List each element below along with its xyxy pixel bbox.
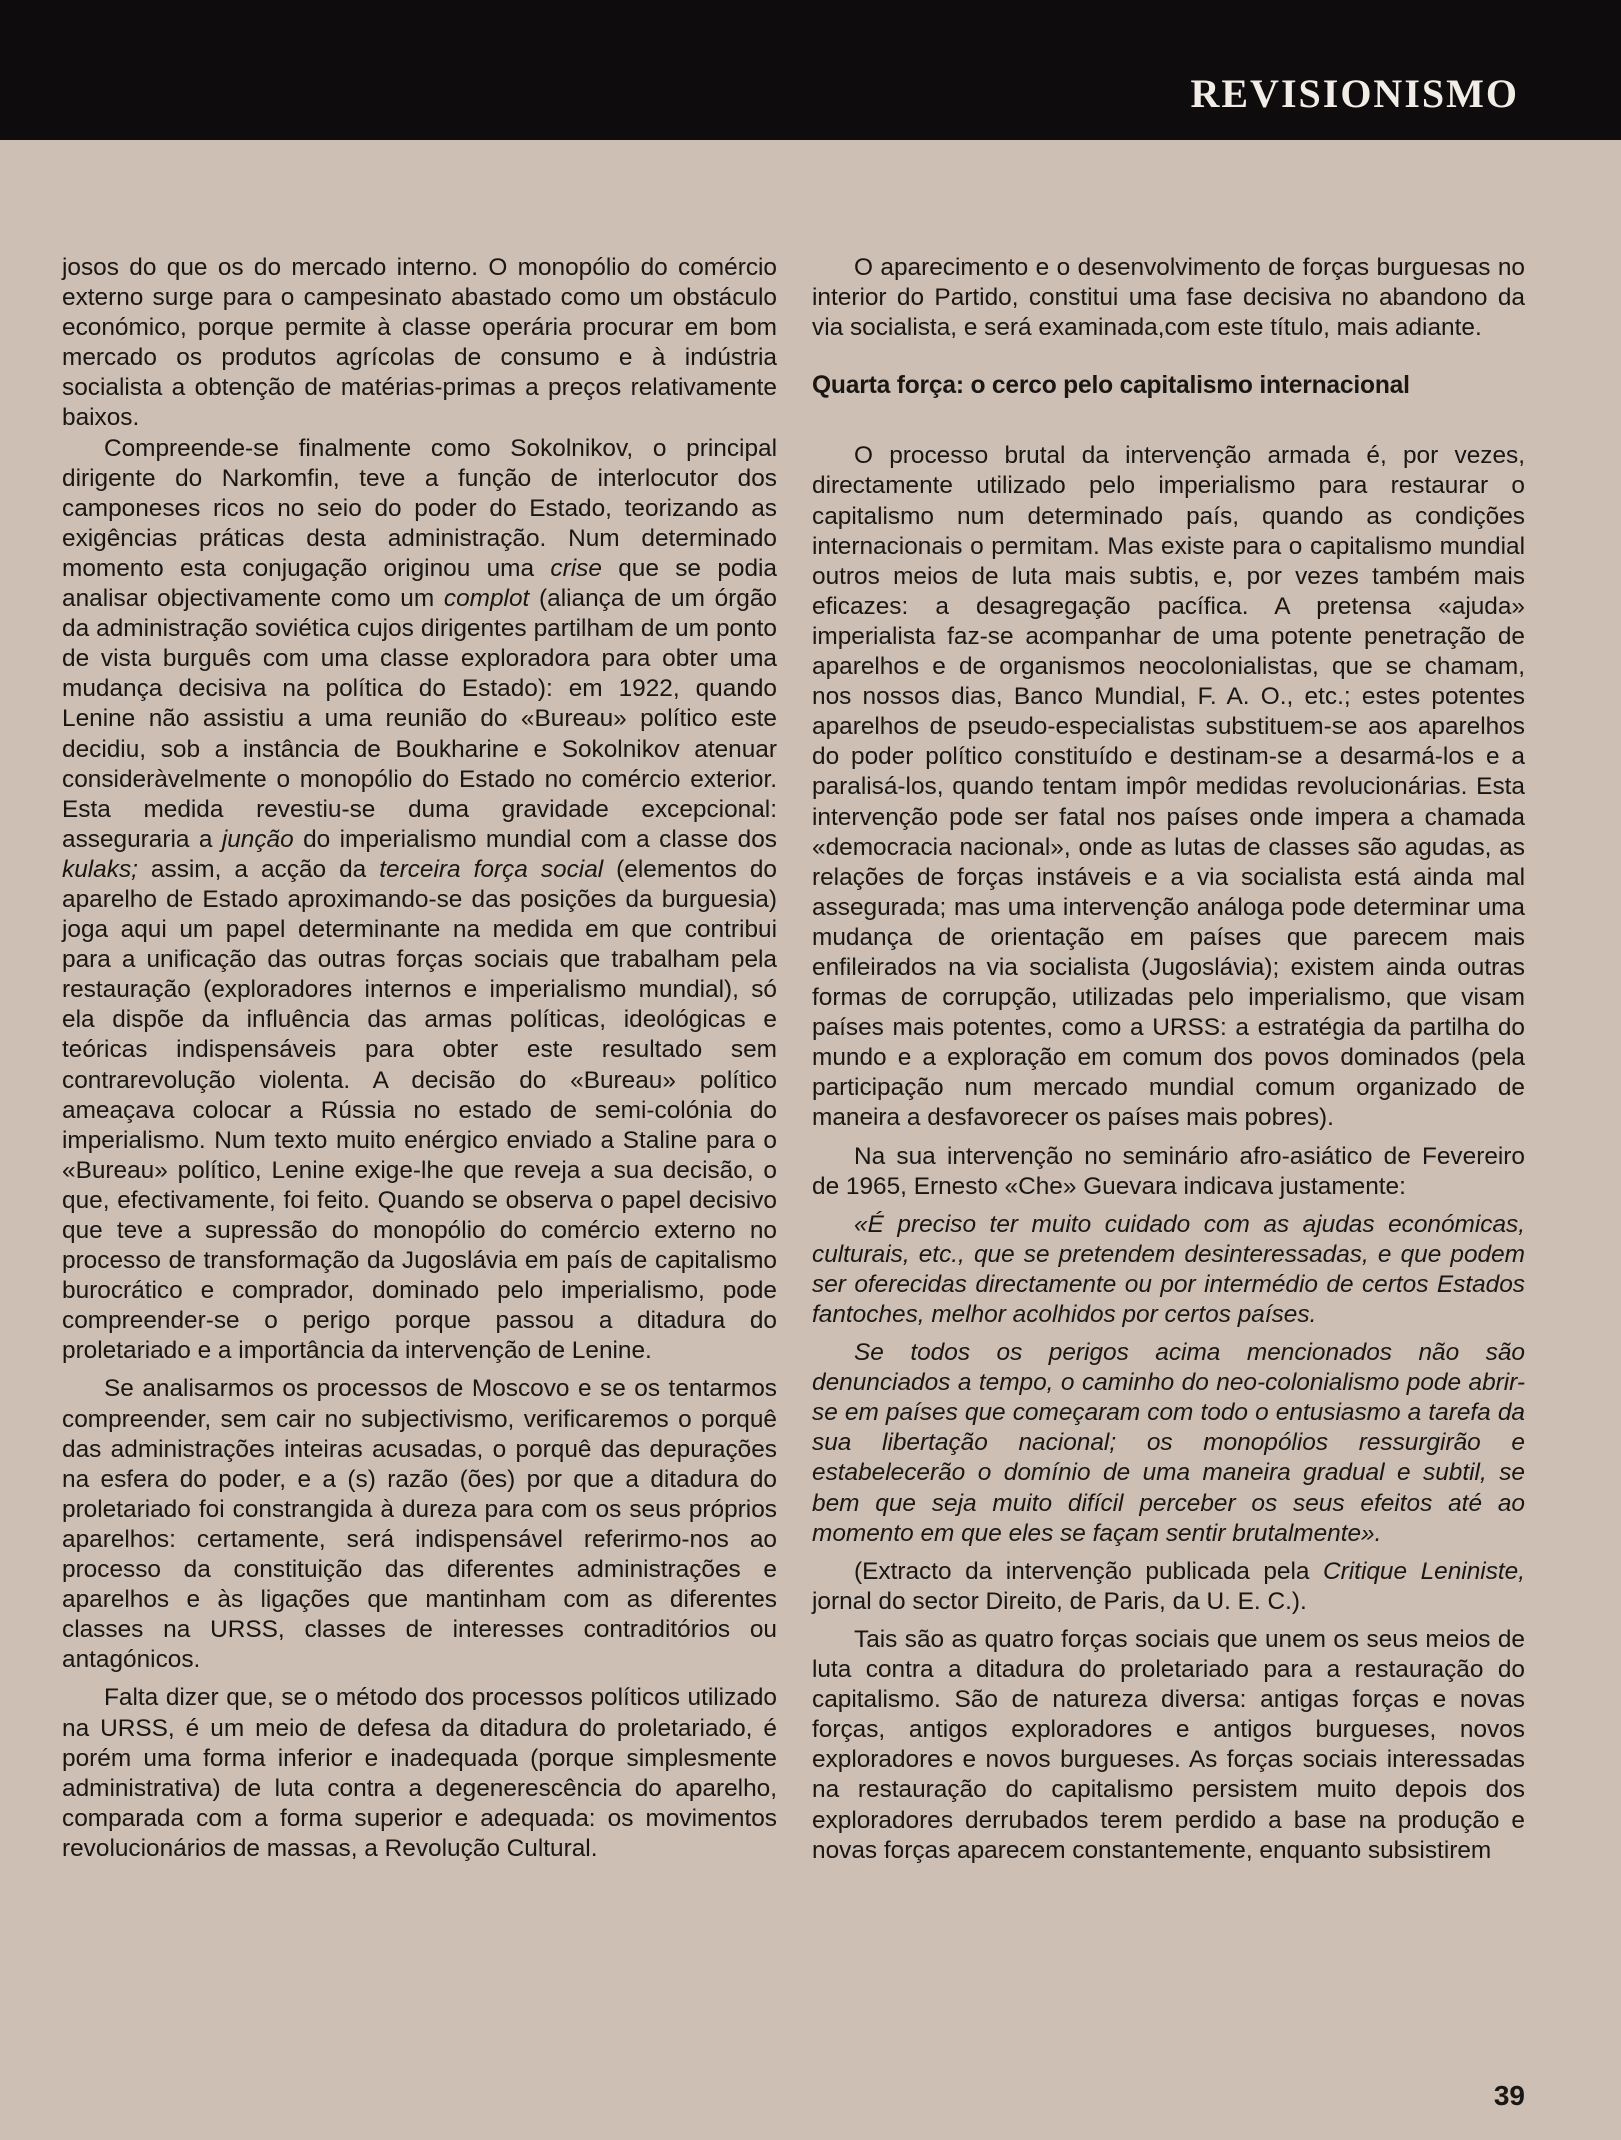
page-number: 39 <box>1493 2080 1525 2111</box>
quotation: «É preciso ter muito cuidado com as ajudas económicas, culturais, etc., que se pretendem desinteressadas, e que podem ser oferecidas directamente ou por intermédio de certos Estados fantoches, melhor acolhidos por certos países. <box>812 1210 1525 1328</box>
paragraph: O processo brutal da intervenção armada é, por vezes, directamente utilizado pelo imperialismo para restaurar o capitalismo num determinado país, quando as condições internacionais o permitam. Mas existe para o capitalismo mundial outros meios de luta mais subtis, e, por vezes também mais eficazes: a desagregação pacífica. A pretensa «ajuda» imperialista faz-se acompanhar de uma potente penetração de aparelhos e de organismos neocolonialistas, que se chamam, nos nossos dias, Banco Mundial, F. A. O., etc.; estes potentes aparelhos de pseudo-especialistas substituem-se aos aparelhos do poder político constituído e destinam-se a desarmá-los e a paralisá-los, quando tentam impôr medidas revolucionárias. Esta intervenção pode ser fatal nos países onde impera a chamada «democracia nacional», onde as lutas de classes são agudas, as relações de forças instáveis e a via socialista está ainda mal assegurada; mas uma intervenção análoga pode determinar uma mudança de orientação em países que parecem mais enfileirados na via socialista (Jugoslávia); existem ainda outras formas de corrupção, utilizadas pelo imperialismo, que visam países mais potentes, como a URSS: a estratégia da partilha do mundo e a exploração em comum dos povos dominados (pela participação num mercado mundial comum organizado de maneira a desfavorecer os países mais pobres). <box>812 442 1525 1132</box>
paragraph: Tais são as quatro forças sociais que unem os seus meios de luta contra a ditadura do proletariado para a restauração do capitalismo. São de natureza diversa: antigas forças e novas forças, antigos exploradores e antigos burgueses, novos exploradores e novos burgueses. As forças sociais interessadas na restauração do capitalismo persistem muito depois dos exploradores derrubados terem perdido a base na produção e novas forças aparecem constantemente, enquanto subsistirem <box>812 1625 1525 1864</box>
section-subheading: Quarta força: o cerco pelo capitalismo internacional <box>812 372 1410 400</box>
citation: (Extracto da intervenção publicada pela Critique Leniniste, jornal do sector Direito, de Paris, da U. E. C.). <box>812 1557 1526 1615</box>
paragraph: O aparecimento e o desenvolvimento de forças burguesas no interior do Partido, constitui uma fase decisiva no abandono da via socialista, e será examinada,com este título, mais adiante. <box>812 254 1525 342</box>
right-column <box>812 253 1525 1866</box>
header-bar <box>0 0 1621 140</box>
paragraph: Falta dizer que, se o método dos processos políticos utilizado na URSS, é um meio de defesa da ditadura do proletariado, é porém uma forma inferior e inadequada (porque simplesmente administrativa) de luta contra a degenerescência do aparelho, comparada com a forma superior e adequada: os movimentos revolucionários de massas, a Revolução Cultural. <box>62 1684 777 1862</box>
paragraph: Se analisarmos os processos de Moscovo e se os tentarmos compreender, sem cair no subjectivismo, verificaremos o porquê das administrações inteiras acusadas, o porquê das depurações na esfera do poder, e a (s) razão (ões) por que a ditadura do proletariado foi constrangida à dureza para com os seus próprios aparelhos: certamente, será indispensável referirmo-nos ao processo da constituição das diferentes administrações e aparelhos e às ligações que mantinham com as diferentes classes na URSS, classes de interesses contraditórios ou antagónicos. <box>62 1375 777 1674</box>
quotation: Se todos os perigos acima mencionados não são denunciados a tempo, o caminho do neo-colonialismo pode abrir-se em países que começaram com todo o entusiasmo a tarefa da sua libertação nacional; os monopólios ressurgirão e estabelecerão o domínio de uma maneira gradual e subtil, se bem que seja muito difícil perceber os seus efeitos até ao momento em que eles se façam sentir brutalmente». <box>812 1339 1525 1547</box>
section-title: REVISIONISMO <box>1190 71 1519 116</box>
paragraph: josos do que os do mercado interno. O monopólio do comércio externo surge para o campesinato abastado como um obstáculo económico, porque permite à classe operária procurar em bom mercado os produtos agrícolas de consumo e à indústria socialista a obtenção de matérias-primas a preços relativamente baixos. <box>62 254 777 432</box>
left-column <box>62 253 777 1864</box>
paragraph: Na sua intervenção no seminário afro-asiático de Fevereiro de 1965, Ernesto «Che» Guevara indicava justamente: <box>812 1142 1525 1200</box>
paragraph: Compreende-se finalmente como Sokolnikov, o principal dirigente do Narkomfin, teve a função de interlocutor dos camponeses ricos no seio do poder do Estado, teorizando as exigências práticas desta administração. Num determinado momento esta conjugação originou uma crise que se podia analisar objectivamente como um complot (aliança de um órgão da administração soviética cujos dirigentes partilham de um ponto de vista burguês com uma classe exploradora para obter uma mudança decisiva na política do Estado): em 1922, quando Lenine não assistiu a uma reunião do «Bureau» político este decidiu, sob a instância de Boukharine e Sokolnikov atenuar consideràvelmente o monopólio do Estado no comércio exterior. Esta medida revestiu-se duma gravidade excepcional: asseguraria a junção do imperialismo mundial com a classe dos kulaks; assim, a acção da terceira força social (elementos do aparelho de Estado aproximando-se das posições da burguesia) joga aqui um papel determinante na medida em que contribui para a unificação das outras forças sociais que trabalham pela restauração (exploradores internos e imperialismo mundial), só ela dispõe da influência das armas políticas, ideológicas e teóricas indispensáveis para obter este resultado sem contrarevolução violenta. A decisão do «Bureau» político ameaçava colocar a Rússia no estado de semi-colónia do imperialismo. Num texto muito enérgico enviado a Staline para o «Bureau» político, Lenine exige-lhe que reveja a sua decisão, o que, efectivamente, foi feito. Quando se observa o papel decisivo que teve a supressão do monopólio do comércio externo no processo de transformação da Jugoslávia em país de capitalismo burocrático e comprador, dominado pelo imperialismo, pode compreender-se o perigo porque passou a ditadura do proletariado e a importância da intervenção de Lenine. <box>62 434 777 1365</box>
